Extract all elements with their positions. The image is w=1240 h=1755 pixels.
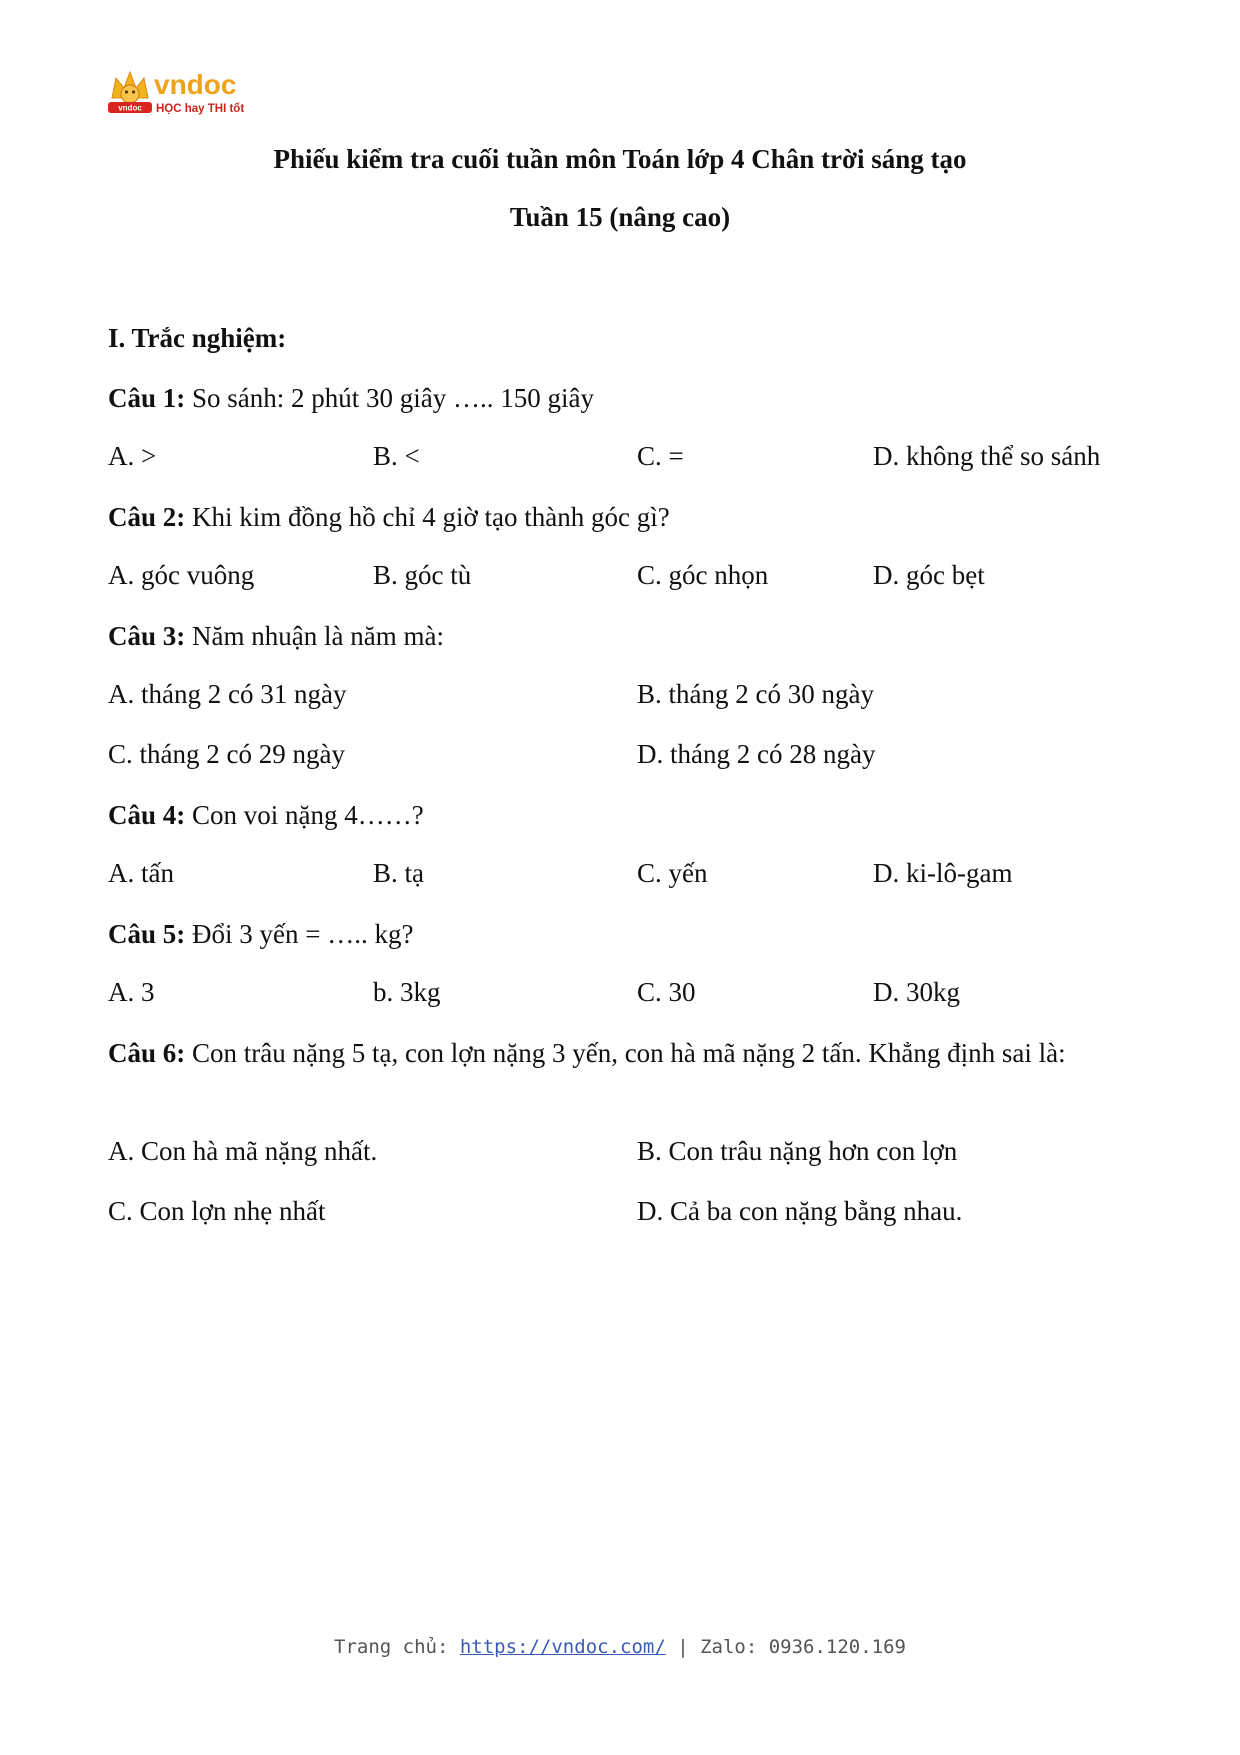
question-5	[108, 915, 1138, 953]
option-2b: B. góc tù	[373, 560, 472, 590]
question-label: Câu 5:	[108, 919, 186, 949]
option-6c: C. Con lợn nhẹ nhất	[108, 1196, 326, 1226]
page-title: Phiếu kiểm tra cuối tuần môn Toán lớp 4 Chân trời sáng tạo	[273, 144, 967, 174]
section-title: I. Trắc nghiệm:	[108, 323, 287, 353]
question-6	[108, 1034, 1138, 1072]
option-6b: B. Con trâu nặng hơn con lợn	[637, 1136, 958, 1166]
question-text: Đổi 3 yến = ….. kg?	[185, 919, 414, 949]
question-label: Câu 6:	[108, 1038, 186, 1068]
option-4a: A. tấn	[108, 858, 174, 888]
question-label: Câu 4:	[108, 800, 186, 830]
option-6d: D. Cả ba con nặng bằng nhau.	[637, 1196, 963, 1226]
question-text: So sánh: 2 phút 30 giây ….. 150 giây	[185, 383, 594, 413]
footer-prefix: Trang chủ:	[334, 1636, 460, 1658]
option-1a: A. >	[108, 441, 157, 471]
footer-contact: | Zalo: 0936.120.169	[665, 1636, 906, 1658]
option-3a: A. tháng 2 có 31 ngày	[108, 679, 347, 709]
option-5a: A. 3	[108, 977, 155, 1007]
question-3	[108, 617, 1138, 655]
question-1	[108, 379, 1138, 417]
page-subtitle: Tuần 15 (nâng cao)	[509, 202, 731, 232]
option-4c: C. yến	[637, 858, 708, 888]
question-2	[108, 498, 1138, 536]
option-3d: D. tháng 2 có 28 ngày	[637, 739, 876, 769]
svg-text:vndoc: vndoc	[118, 103, 142, 113]
option-2d: D. góc bẹt	[873, 560, 985, 590]
question-text: Con voi nặng 4……?	[185, 800, 424, 830]
option-4d: D. ki-lô-gam	[873, 858, 1013, 888]
question-text: Con trâu nặng 5 tạ, con lợn nặng 3 yến, con hà mã nặng 2 tấn. Khẳng định sai là:	[185, 1038, 1066, 1068]
question-label: Câu 2:	[108, 502, 186, 532]
option-1d: D. không thể so sánh	[873, 441, 1101, 471]
option-3c: C. tháng 2 có 29 ngày	[108, 739, 345, 769]
option-1b: B. <	[373, 441, 420, 471]
vndoc-logo-icon	[106, 68, 266, 124]
option-2c: C. góc nhọn	[637, 560, 769, 590]
question-label: Câu 1:	[108, 383, 186, 413]
option-2a: A. góc vuông	[108, 560, 255, 590]
page-footer	[0, 1636, 1240, 1658]
svg-text:vndoc: vndoc	[154, 69, 237, 100]
option-1c: C. =	[637, 441, 684, 471]
question-4	[108, 796, 1138, 834]
option-3b: B. tháng 2 có 30 ngày	[637, 679, 874, 709]
question-text: Năm nhuận là năm mà:	[185, 621, 444, 651]
option-4b: B. tạ	[373, 858, 424, 888]
option-5c: C. 30	[637, 977, 696, 1007]
option-5b: b. 3kg	[373, 977, 441, 1007]
svg-text:HỌC hay THI tốt: HỌC hay THI tốt	[156, 103, 245, 115]
option-5d: D. 30kg	[873, 977, 960, 1007]
question-text: Khi kim đồng hồ chỉ 4 giờ tạo thành góc gì?	[185, 502, 670, 532]
option-6a: A. Con hà mã nặng nhất.	[108, 1136, 378, 1166]
homepage-link[interactable]: https://vndoc.com/	[459, 1636, 666, 1658]
vndoc-logo	[106, 68, 266, 124]
question-label: Câu 3:	[108, 621, 186, 651]
